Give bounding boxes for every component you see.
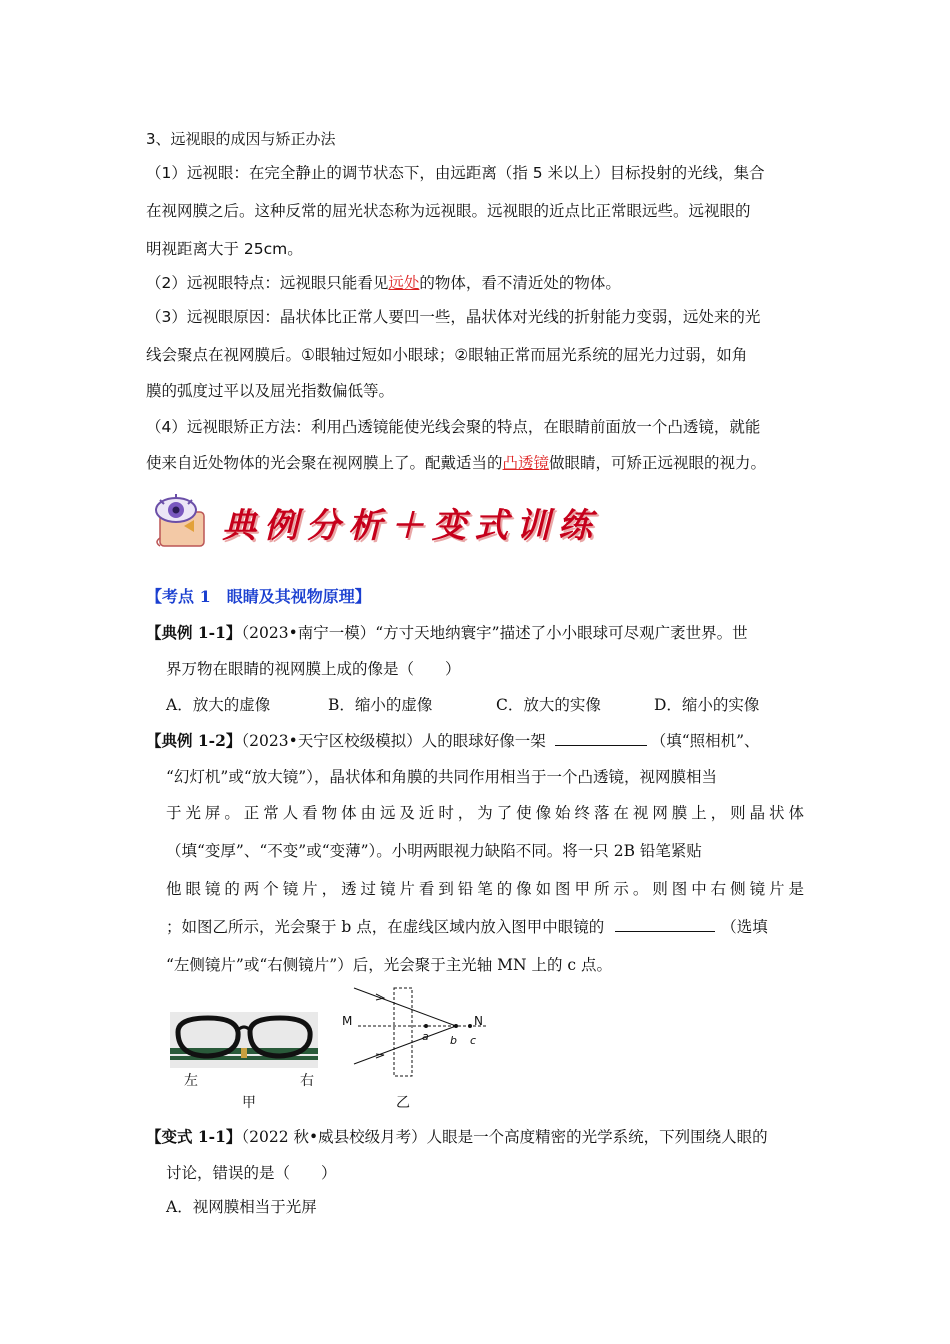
paragraph-2-text: （2）远视眼特点：远视眼只能看见: [146, 274, 389, 292]
paragraph-4-text: 使来自近处物体的光会聚在视网膜上了。配戴适当的: [146, 454, 503, 472]
paragraph-1-line-2: 在视网膜之后。这种反常的屈光状态称为远视眼。远视眼的近点比正常眼远些。远视眼的: [146, 202, 751, 220]
variant-1-1-tag: 【变式 1-1】: [146, 1127, 242, 1146]
topic-heading: 【考点 1 眼睛及其视物原理】: [146, 587, 371, 606]
example-1-2-line-7: “左侧镜片”或“右侧镜片”）后，光会聚于主光轴 MN 上的 c 点。: [166, 956, 613, 974]
label-m: M: [342, 1014, 353, 1028]
answer-highlight: 远处: [388, 274, 420, 292]
example-1-2-line-3: 于光屏。正常人看物体由远及近时，为了使像始终落在视网膜上，则晶状体: [166, 804, 804, 822]
example-1-2-text-end: （填“照相机”、: [650, 732, 760, 750]
label-n: N: [474, 1014, 483, 1028]
caption-jia: 甲: [242, 1095, 256, 1111]
example-1-1-line-2: 界万物在眼睛的视网膜上成的像是（ ）: [166, 660, 461, 678]
example-1-2-line-4: （填“变厚”、“不变”或“变薄”）。小明两眼视力缺陷不同。将一只 2B 铅笔紧贴: [166, 842, 702, 860]
ray-diagram: [338, 980, 498, 1080]
eye-scroll-icon: [150, 492, 220, 552]
option-c: C．放大的实像: [496, 696, 601, 714]
paragraph-4-text-end: 做眼睛，可矫正远视眼的视力。: [549, 454, 767, 472]
label-b: b: [450, 1034, 457, 1047]
example-1-2-text-6-end: （选填: [721, 918, 768, 936]
answer-blank-2[interactable]: [615, 916, 715, 932]
variant-1-1-line-1: [146, 1126, 768, 1148]
label-a: a: [422, 1030, 429, 1043]
paragraph-2-text-end: 的物体，看不清近处的物体。: [419, 274, 621, 292]
answer-highlight-lens: 凸透镜: [502, 454, 550, 472]
section-heading: 3、远视眼的成因与矫正办法: [146, 130, 336, 148]
paragraph-3-line-1: （3）远视眼原因：晶状体比正常人要凹一些，晶状体对光线的折射能力变弱，远处来的光: [146, 308, 761, 326]
variant-1-1-text: （2022 秋•威县校级月考）人眼是一个高度精密的光学系统，下列围绕人眼的: [241, 1128, 768, 1146]
example-1-2-line-6: [166, 916, 768, 938]
variant-1-1-option-a: A．视网膜相当于光屏: [166, 1198, 317, 1216]
banner-title: 典例分析＋变式训练: [222, 506, 600, 546]
example-1-1-text: （2023•南宁一模）“方寸天地纳寰宇”描述了小小眼球可尽观广袤世界。世: [241, 624, 748, 642]
paragraph-2: [146, 272, 621, 294]
example-1-1-tag: 【典例 1-1】: [146, 623, 242, 642]
option-d: D．缩小的实像: [654, 696, 760, 714]
example-1-2-line-5: 他眼镜的两个镜片，透过镜片看到铅笔的像如图甲所示。则图中右侧镜片是: [166, 880, 804, 898]
example-1-2-line-1: [146, 730, 760, 752]
example-1-2-line-2: “幻灯机”或“放大镜”），晶状体和角膜的共同作用相当于一个凸透镜，视网膜相当: [166, 768, 717, 786]
paragraph-3-line-3: 膜的弧度过平以及屈光指数偏低等。: [146, 382, 395, 400]
answer-blank[interactable]: [555, 730, 647, 746]
label-c: c: [470, 1034, 477, 1047]
glasses-photo: [170, 1012, 318, 1068]
caption-yi: 乙: [396, 1095, 410, 1111]
variant-1-1-line-2: 讨论，错误的是（ ）: [166, 1164, 337, 1182]
example-1-1-line-1: [146, 622, 748, 644]
label-right: 右: [300, 1073, 314, 1089]
paragraph-4-line-1: （4）远视眼矫正方法：利用凸透镜能使光线会聚的特点，在眼睛前面放一个凸透镜，就能: [146, 418, 761, 436]
example-1-2-text-6: ；如图乙所示，光会聚于 b 点，在虚线区域内放入图甲中眼镜的: [166, 918, 605, 936]
label-left: 左: [184, 1073, 198, 1089]
paragraph-3-line-2: 线会聚点在视网膜后。①眼轴过短如小眼球；②眼轴正常而屈光系统的屈光力过弱，如角: [146, 346, 748, 364]
paragraph-1-line-1: （1）远视眼：在完全静止的调节状态下，由远距离（指 5 米以上）目标投射的光线，集合: [146, 164, 765, 182]
option-a: A．放大的虚像: [166, 696, 271, 714]
example-1-2-tag: 【典例 1-2】: [146, 731, 242, 750]
paragraph-4-line-2: [146, 452, 766, 474]
option-b: B．缩小的虚像: [328, 696, 433, 714]
example-1-2-text: （2023•天宁区校级模拟）人的眼球好像一架: [241, 732, 546, 750]
paragraph-1-line-3: 明视距离大于 25cm。: [146, 240, 303, 258]
